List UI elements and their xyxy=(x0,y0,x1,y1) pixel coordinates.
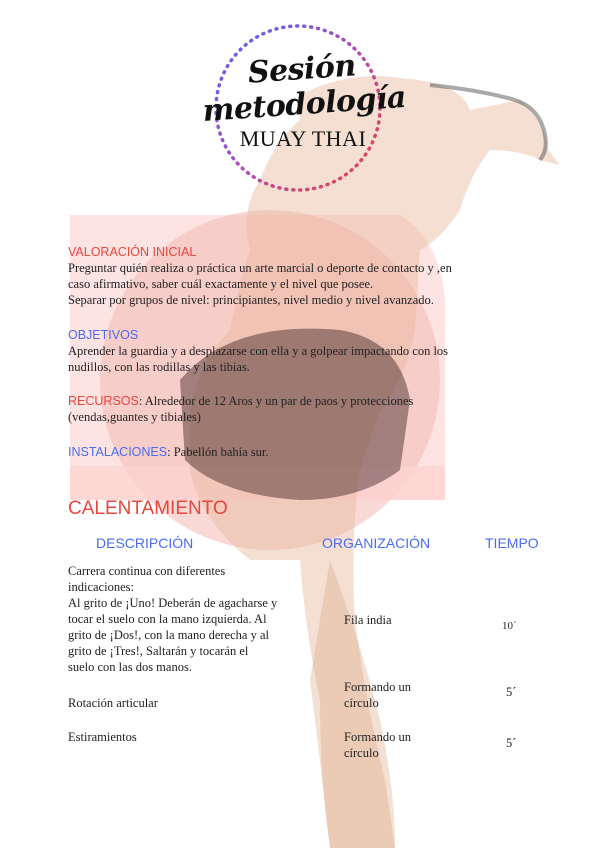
table-row-description xyxy=(68,729,137,745)
title-block xyxy=(168,48,438,152)
organization-line: Fila india xyxy=(344,613,392,627)
column-header-organizacion: ORGANIZACIÓN xyxy=(322,535,431,551)
recursos-text-2: (vendas,guantes y tibiales) xyxy=(68,410,201,424)
description-line: grito de ¡Tres!, Saltarán y tocarán el xyxy=(68,644,249,658)
instalaciones-section xyxy=(68,444,548,460)
description-line: Rotación articular xyxy=(68,696,158,710)
valoracion-heading: VALORACIÓN INICIAL xyxy=(68,245,197,259)
valoracion-line: Preguntar quién realiza o práctica un arte marcial o deporte de contacto y ,en xyxy=(68,261,452,275)
description-line: Carrera continua con diferentes xyxy=(68,564,226,578)
recursos-text: : Alrededor de 12 Aros y un par de paos y protecciones xyxy=(138,394,414,408)
description-line: indicaciones: xyxy=(68,580,134,594)
objetivos-line: nudillos, con las rodillas y las tibias. xyxy=(68,360,250,374)
organization-line: Formando un xyxy=(344,680,412,694)
recursos-line xyxy=(68,393,548,409)
description-line: Estiramientos xyxy=(68,730,137,744)
page-title: Sesión metodología xyxy=(201,48,407,130)
objetivos-line: Aprender la guardia y a desplazarse con ella y a golpear impactando con los xyxy=(68,344,449,358)
column-header-tiempo: TIEMPO xyxy=(485,535,539,551)
description-line: suelo con las dos manos. xyxy=(68,660,192,674)
valoracion-section xyxy=(68,244,548,308)
table-row-organization xyxy=(344,729,411,761)
organization-line: círculo xyxy=(344,696,379,710)
valoracion-line: caso afirmativo, saber cuál exactamente y el nivel que posee. xyxy=(68,277,374,291)
instalaciones-heading: INSTALACIONES xyxy=(68,445,168,459)
valoracion-line: Separar por grupos de nivel: principiantes, nivel medio y nivel avanzado. xyxy=(68,293,434,307)
table-row-time: 5´ xyxy=(506,736,517,750)
calentamiento-title: CALENTAMIENTO xyxy=(68,498,228,519)
instalaciones-text: : Pabellón bahía sur. xyxy=(167,445,269,459)
description-line: Al grito de ¡Uno! Deberán de agacharse y xyxy=(68,596,278,610)
recursos-section xyxy=(68,393,548,425)
table-row-time: 10´ xyxy=(502,620,517,632)
organization-line: Formando un xyxy=(344,730,412,744)
description-line: grito de ¡Dos!, con la mano derecha y al xyxy=(68,628,269,642)
table-row-description xyxy=(68,563,328,675)
column-header-descripcion: DESCRIPCIÓN xyxy=(96,535,194,551)
page-subtitle: MUAY THAI xyxy=(239,126,367,151)
description-line: tocar el suelo con la mano izquierda. Al xyxy=(68,612,267,626)
instalaciones-line xyxy=(68,444,548,460)
objetivos-section xyxy=(68,327,548,375)
table-row-description xyxy=(68,695,158,711)
table-row-organization xyxy=(344,612,392,628)
recursos-heading: RECURSOS xyxy=(68,394,139,408)
objetivos-heading: OBJETIVOS xyxy=(68,328,139,342)
table-row-organization xyxy=(344,679,411,711)
organization-line: círculo xyxy=(344,746,379,760)
table-row-time: 5´ xyxy=(506,685,517,699)
